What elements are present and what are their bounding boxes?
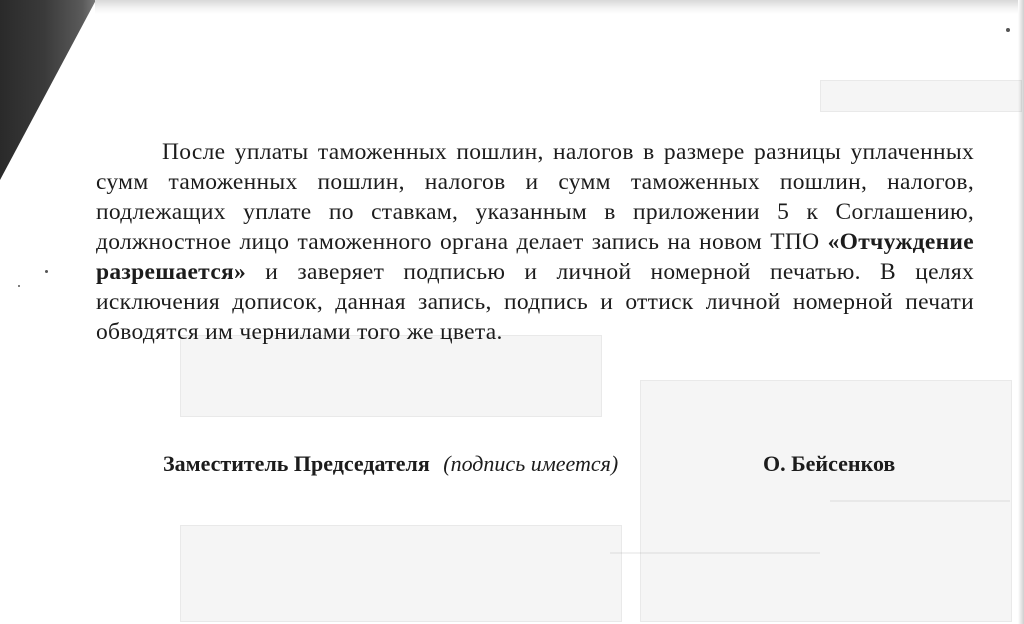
paragraph-text-start: После уплаты таможенных пошлин, налогов в размере разницы уплаченных сумм таможенных пошлин, налогов и сумм таможенных пошлин, налогов, подлежащих уплате по ставкам, указанным в приложении 5 к Соглашению, должностное лицо таможенного органа делает запись на новом ТПО — [96, 138, 974, 255]
signatory-name: О. Бейсенков — [763, 451, 896, 476]
main-paragraph — [96, 137, 974, 347]
scan-top-edge — [95, 0, 1024, 14]
scan-speck — [18, 285, 20, 287]
bleed-through-line — [610, 552, 820, 554]
bleed-through-line — [830, 500, 1010, 502]
scan-speck — [1006, 28, 1010, 32]
scan-speck — [45, 270, 48, 273]
bleed-through-artifact — [180, 335, 602, 417]
paragraph-bold-phrase: «Отчуждение разрешается» — [96, 228, 974, 285]
bleed-through-artifact — [180, 525, 622, 622]
paragraph-text-end: и заверяет подписью и личной номерной печатью. В целях исключения дописок, данная запись, подпись и оттиск личной номерной печати обводятся им чернилами того же цвета. — [96, 258, 974, 345]
scan-shadow-corner — [0, 0, 110, 624]
signature-note: (подпись имеется) — [443, 451, 619, 476]
signatory-role: Заместитель Председателя — [163, 451, 430, 476]
bleed-through-artifact — [820, 80, 1022, 112]
signature-block — [163, 451, 933, 477]
